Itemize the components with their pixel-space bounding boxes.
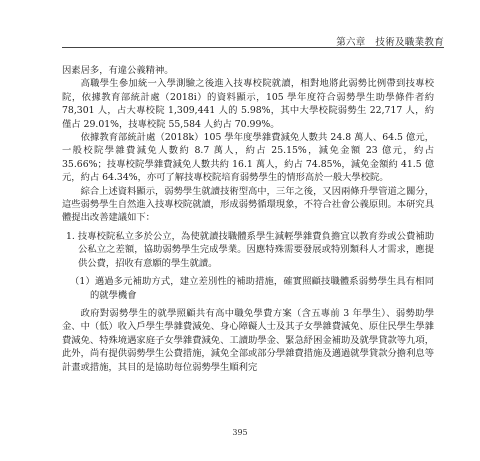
paragraph-subsidy-programs: 政府對弱勢學生的就學照顧共有高中職免學費方案（含五專前 3 年學生）、弱勢助學金、中（低）收入戶學生學雜費減免、身心障礙人士及其子女學雜費減免、原住民學生學雜費減免、特殊境遇家庭子女學雜費減免、工讀助學金、緊急紓困金補助及就學貸款等九項，此外，尚有提供弱勢學生公費措施，減免全部或部分學雜費措施及邁過就學貸款分擔利息等計畫或措施，其目的是協助每位弱勢學生順利完 — [62, 307, 434, 373]
page-number: 395 — [232, 428, 248, 437]
body-text — [62, 64, 434, 374]
paragraph-summary: 綜合上述資料顯示，弱勢學生就讀技術型高中，三年之後，又因兩條升學管道之關分，這些弱勢學生自然進入技專校院就讀，形成弱勢循環現象，不符合社會公義原則。本研究具體提出改善建議如下： — [62, 185, 434, 224]
list-item-1: 1. 技專校院私立多於公立，為使就讀技職體系學生減輕學雜費負擔宜以教育券或公費補助公私立之差額，協助弱勢學生完成學業。因應特殊需要發展或特別類科人才需求，應提供公費，招收有意願的學生就讀。 — [66, 230, 434, 269]
paragraph-tuition-reduction: 依據教育部統計處（2018k）105 學年度學雜費減免人數共 24.8 萬人、64.5 億元，一般校院學雜費減免人數約 8.7 萬人，約占 25.15%，減免金額 23 億元，約占 35.66%；技專校院學雜費減免人數共約 16.1 萬人，約占 74.85%，減免金額約 41.5 億元，約占 64.34%，亦可了解技專校院培育弱勢學生的情形高於一般大學校院。 — [62, 132, 434, 184]
paragraph-continuation: 因素居多，有違公義精神。 — [62, 65, 174, 76]
sub-heading-1: （1）邁過多元補助方式，建立差別性的補助措施，確實照顧技職體系弱勢學生具有相同的就學機會 — [70, 276, 434, 301]
chapter-title: 第六章 技術及職業教育 — [336, 37, 444, 48]
header-rule — [62, 47, 444, 48]
running-header — [62, 34, 444, 50]
paragraph-statistics: 高職學生參加統一入學測驗之後進入技專校院就讀，相對地將此弱勢比例帶到技專校院，依據教育部統計處（2018i）的資料顯示，105 學年度符合弱勢學生助學條件者約 78,301 人，占大專校院 1,309,441 人的 5.98%，其中大學校院弱勢生 22,717 人，約僅占 29.01%，技專校院 55,584 人約占 70.99%。 — [62, 78, 434, 130]
